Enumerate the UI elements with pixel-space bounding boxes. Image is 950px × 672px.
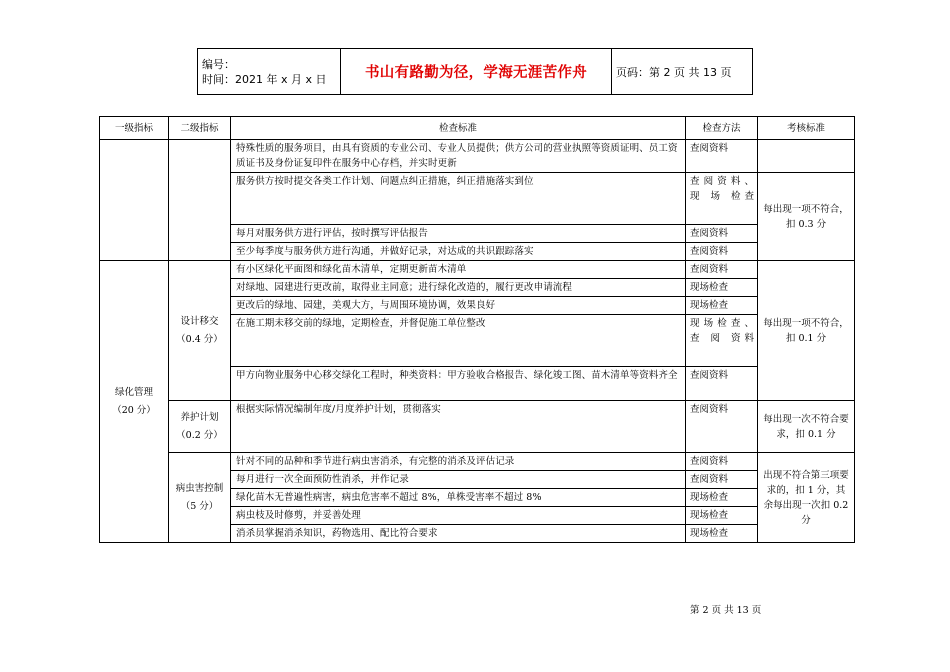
standard-cell: 消杀员掌握消杀知识，药物选用、配比符合要求 bbox=[231, 525, 686, 543]
standard-cell: 在施工期未移交前的绿地，定期检查，并督促施工单位整改 bbox=[231, 315, 686, 367]
score-cell: 出现不符合第三项要求的，扣 1 分，其余每出现一次扣 0.2 分 bbox=[758, 453, 855, 543]
standard-cell: 服务供方按时提交各类工作计划、问题点纠正措施，纠正措施落实到位 bbox=[231, 173, 686, 225]
method-cell: 查 阅 资 料 、 现 场 检查 bbox=[686, 173, 758, 225]
subsection-weight: （0.2 分） bbox=[176, 429, 223, 441]
standard-cell: 绿化苗木无普遍性病害，病虫危害率不超过 8%，单株受害率不超过 8% bbox=[231, 489, 686, 507]
standard-cell: 更改后的绿地、园建，美观大方，与周围环境协调，效果良好 bbox=[231, 297, 686, 315]
document-header bbox=[197, 48, 753, 95]
col-header-score: 考核标准 bbox=[758, 117, 855, 140]
method-cell: 查阅资料 bbox=[686, 401, 758, 453]
standard-cell: 甲方向物业服务中心移交绿化工程时，种类资料：甲方验收合格报告、绿化竣工图、苗木清单等资料齐全 bbox=[231, 367, 686, 401]
col-header-standard: 检查标准 bbox=[231, 117, 686, 140]
method-cell: 现场检查 bbox=[686, 489, 758, 507]
table-header-row bbox=[100, 117, 855, 140]
subsection-design bbox=[169, 261, 231, 401]
method-cell: 查阅资料 bbox=[686, 453, 758, 471]
table-row bbox=[100, 453, 855, 471]
method-cell: 现场检查 bbox=[686, 297, 758, 315]
subsection-weight: （0.4 分） bbox=[176, 333, 223, 345]
table-row bbox=[100, 140, 855, 173]
level1-empty-cell bbox=[100, 140, 169, 261]
standard-cell: 有小区绿化平面图和绿化苗木清单，定期更新苗木清单 bbox=[231, 261, 686, 279]
standard-cell: 针对不同的品种和季节进行病虫害消杀，有完整的消杀及评估记录 bbox=[231, 453, 686, 471]
level2-empty-cell bbox=[169, 140, 231, 261]
subsection-pest-control bbox=[169, 453, 231, 543]
score-cell: 每出现一次不符合要求，扣 0.1 分 bbox=[758, 401, 855, 453]
method-cell: 现场检查 bbox=[686, 279, 758, 297]
header-page-code: 页码：第 2 页 共 13 页 bbox=[612, 49, 753, 95]
standard-cell: 病虫枝及时修剪，并妥善处理 bbox=[231, 507, 686, 525]
standard-cell: 每月对服务供方进行评估，按时撰写评估报告 bbox=[231, 225, 686, 243]
standard-cell: 每月进行一次全面预防性消杀，并作记录 bbox=[231, 471, 686, 489]
table-row bbox=[100, 401, 855, 453]
standard-cell: 特殊性质的服务项目，由具有资质的专业公司、专业人员提供；供方公司的营业执照等资质证明、员工资质证书及身份证复印件在服务中心存档，并实时更新 bbox=[231, 140, 686, 173]
score-empty-cell bbox=[758, 140, 855, 173]
subsection-name: 病虫害控制 bbox=[175, 482, 224, 494]
col-header-level2: 二级指标 bbox=[169, 117, 231, 140]
col-header-level1: 一级指标 bbox=[100, 117, 169, 140]
subsection-name: 设计移交 bbox=[180, 315, 219, 327]
method-cell: 查阅资料 bbox=[686, 471, 758, 489]
method-cell: 查阅资料 bbox=[686, 367, 758, 401]
table-row bbox=[100, 261, 855, 279]
number-label: 编号： bbox=[202, 57, 235, 71]
method-cell: 现场检查 bbox=[686, 525, 758, 543]
standard-cell: 对绿地、园建进行更改前，取得业主同意；进行绿化改造的，履行更改申请流程 bbox=[231, 279, 686, 297]
method-cell: 查阅资料 bbox=[686, 261, 758, 279]
section-name: 绿化管理 bbox=[114, 386, 153, 398]
page-footer: 第 2 页 共 13 页 bbox=[690, 605, 762, 616]
score-cell: 每出现一项不符合，扣 0.3 分 bbox=[758, 173, 855, 261]
method-cell: 现场检查 bbox=[686, 507, 758, 525]
subsection-maintenance bbox=[169, 401, 231, 453]
subsection-weight: （5 分） bbox=[180, 500, 219, 512]
method-cell: 查阅资料 bbox=[686, 225, 758, 243]
header-motto: 书山有路勤为径，学海无涯苦作舟 bbox=[341, 49, 612, 95]
subsection-name: 养护计划 bbox=[180, 411, 219, 423]
score-cell: 每出现一项不符合，扣 0.1 分 bbox=[758, 261, 855, 401]
standard-cell: 至少每季度与服务供方进行沟通，并做好记录，对达成的共识跟踪落实 bbox=[231, 243, 686, 261]
standard-cell: 根据实际情况编制年度/月度养护计划，贯彻落实 bbox=[231, 401, 686, 453]
method-cell: 查阅资料 bbox=[686, 140, 758, 173]
method-cell: 查阅资料 bbox=[686, 243, 758, 261]
inspection-table bbox=[99, 116, 855, 543]
section-score: （20 分） bbox=[112, 404, 156, 416]
col-header-method: 检查方法 bbox=[686, 117, 758, 140]
time-label: 时间：2021 年 x 月 x 日 bbox=[202, 72, 327, 86]
method-cell: 现 场 检 查 、 查 阅 资料 bbox=[686, 315, 758, 367]
header-meta bbox=[198, 49, 341, 95]
section-green-management bbox=[100, 261, 169, 543]
